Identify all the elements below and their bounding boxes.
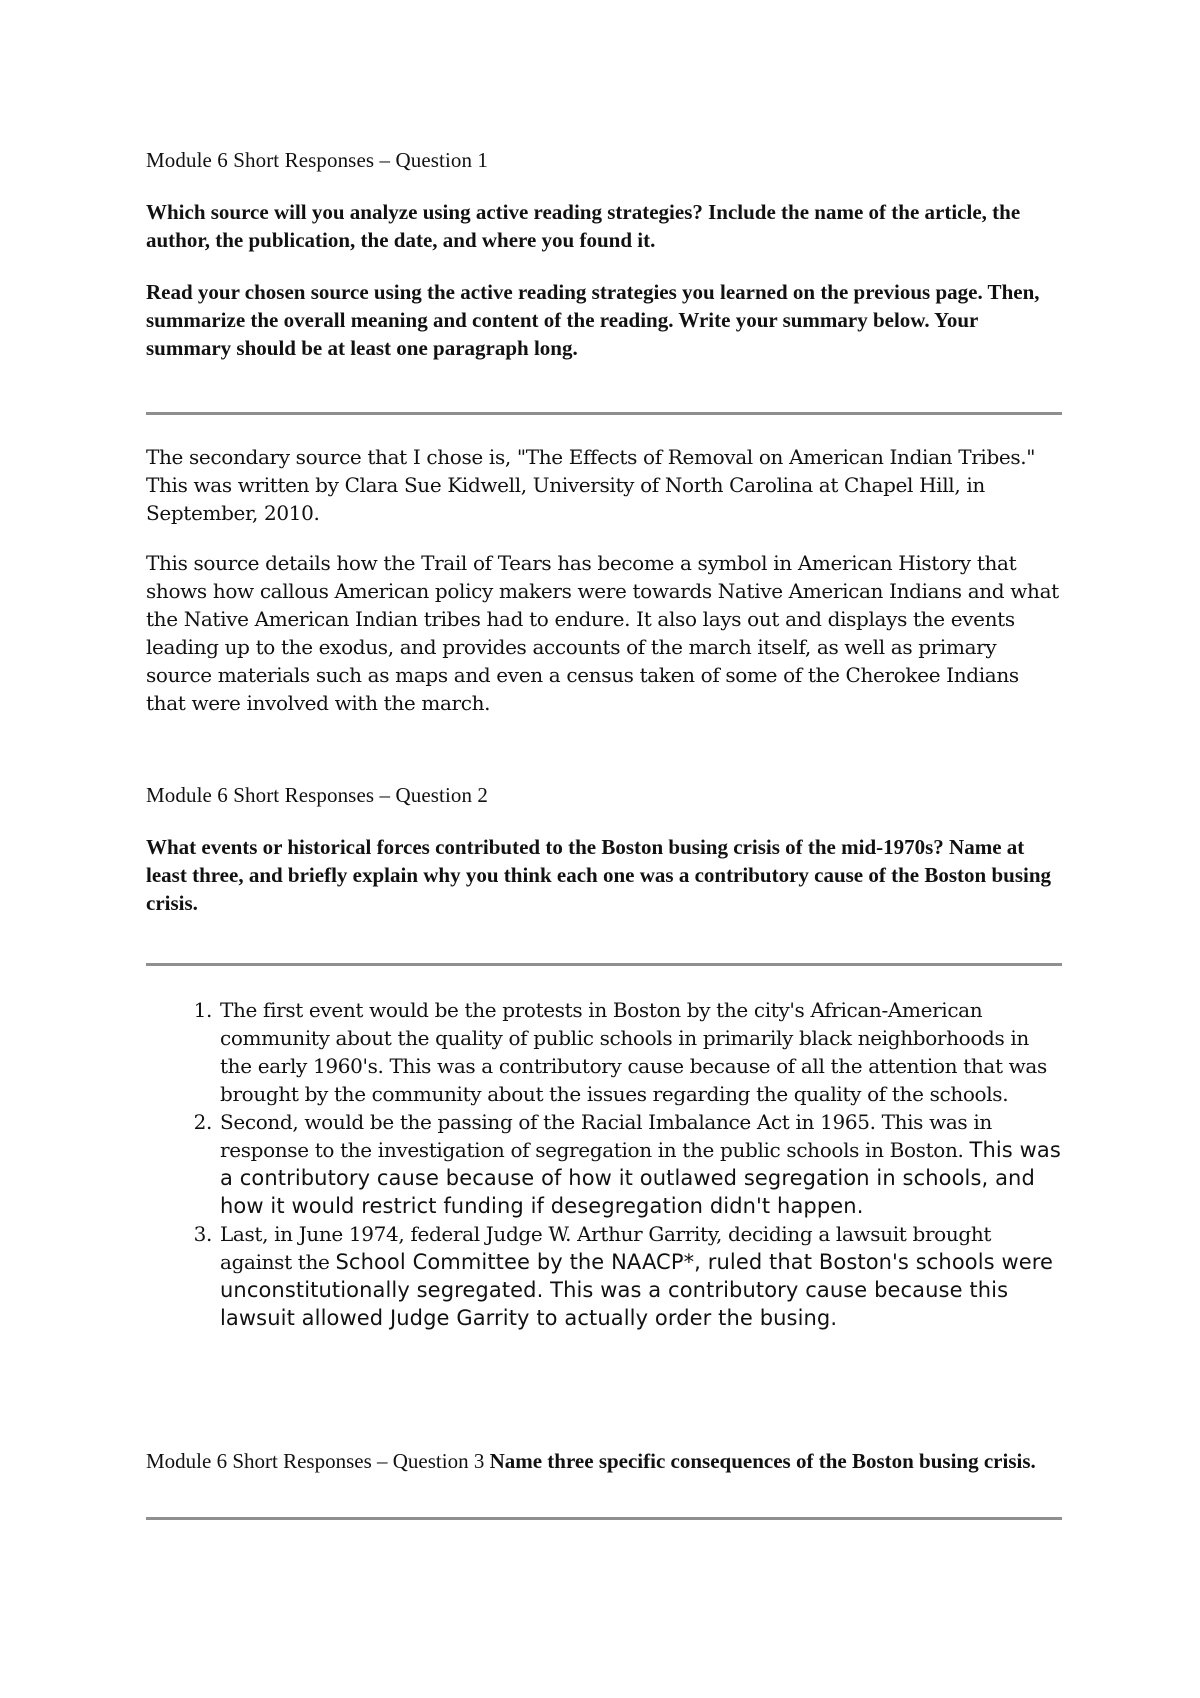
answer-source-citation: The secondary source that I chose is, "The Effects of Removal on American Indian Tribes." This was written by Clara Sue Kidwell, University of North Carolina at Chapel Hill, in September, 2010.	[146, 445, 1036, 525]
question-3-heading-and-prompt	[146, 1447, 1062, 1475]
answer-source-summary: This source details how the Trail of Tears has become a symbol in American History that shows how callous American policy makers were towards Native American Indians and what the Native American Indian tribes had to endure. It also lays out and displays the events leading up to the exodus, and provides accounts of the march itself, as well as primary source materials such as maps and even a census taken of some of the Cherokee Indians that were involved with the march.	[146, 551, 1059, 715]
list-item-text: Last, in June 1974, federal Judge W. Arthur Garrity, deciding a lawsuit brought against the	[220, 1222, 992, 1274]
answer-divider-3	[146, 1517, 1062, 1520]
question-1-answer	[146, 443, 1062, 717]
list-item-text: Second, would be the passing of the Racial Imbalance Act in 1965. This was in response to the investigation of segregation in the public schools in Boston.	[220, 1110, 992, 1162]
question-3-prompt: Name three specific consequences of the Boston busing crisis.	[489, 1449, 1036, 1473]
answer-divider-2	[146, 963, 1062, 966]
question-2-answer	[146, 996, 1062, 1332]
list-item-text-sans: This was a contributory cause because of how it outlawed segregation in schools, and how it would restrict funding if desegregation didn't happen.	[220, 1138, 1061, 1218]
question-3-section	[146, 1447, 1062, 1475]
list-item	[218, 1108, 1062, 1220]
question-2-section	[146, 781, 1062, 917]
question-1-prompt-source: Which source will you analyze using active reading strategies? Include the name of the article, the author, the publication, the date, and where you found it.	[146, 200, 1021, 252]
list-item-text-sans: School Committee by the NAACP*, ruled that Boston's schools were unconstitutionally segregated. This was a contributory cause because this lawsuit allowed Judge Garrity to actually order the busing.	[220, 1250, 1054, 1330]
question-3-heading: Module 6 Short Responses – Question 3	[146, 1449, 485, 1473]
question-2-prompt: What events or historical forces contributed to the Boston busing crisis of the mid-1970s? Name at least three, and briefly explain why you think each one was a contributory cause of the Boston busing crisis.	[146, 835, 1052, 915]
question-1-prompt-summary: Read your chosen source using the active reading strategies you learned on the previous page. Then, summarize the overall meaning and content of the reading. Write your summary below. Your summary should be at least one paragraph long.	[146, 280, 1040, 360]
question-2-heading: Module 6 Short Responses – Question 2	[146, 783, 489, 807]
answer-divider-1	[146, 412, 1062, 415]
question-1-heading: Module 6 Short Responses – Question 1	[146, 148, 489, 172]
contributing-causes-list	[146, 996, 1062, 1332]
list-item-text: The first event would be the protests in Boston by the city's African-American community about the quality of public schools in primarily black neighborhoods in the early 1960's. This was a contributory cause because of all the attention that was brought by the community about the issues regarding the quality of the schools.	[220, 998, 1047, 1106]
question-1-section	[146, 146, 1062, 362]
list-item	[218, 1220, 1062, 1332]
list-item	[218, 996, 1062, 1108]
